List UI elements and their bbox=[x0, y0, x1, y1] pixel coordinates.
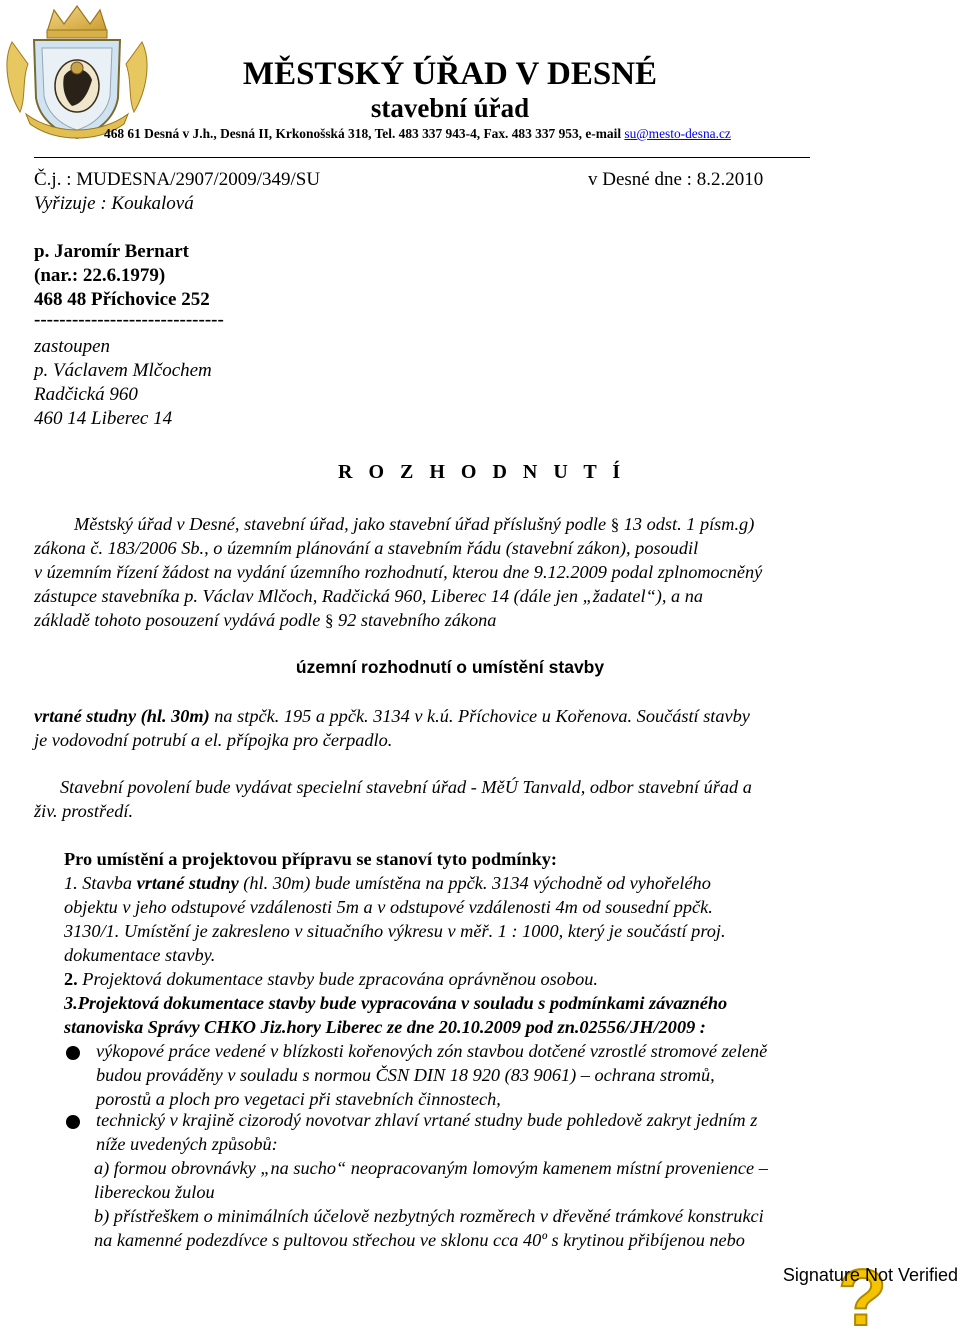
issue-date: v Desné dne : 8.2.2010 bbox=[588, 169, 764, 190]
condition-1-line-1 bbox=[64, 873, 711, 894]
section-sign: § bbox=[610, 515, 620, 534]
office-email-link[interactable]: su@mesto-desna.cz bbox=[624, 126, 731, 141]
bullet-1-line-2: budou prováděny v souladu s normou ČSN DIN 18 920 (83 9061) – ochrana stromů, bbox=[96, 1065, 715, 1085]
project-rest: na stpčk. 195 a ppčk. 3134 v k.ú. Příchovice u Kořenova. Součástí stavby bbox=[209, 706, 750, 726]
intro-line-3: v územním řízení žádost na vydání územního rozhodnutí, kterou dne 9.12.2009 podal zplnomocněný bbox=[34, 562, 763, 582]
permit-note-line-1: Stavební povolení bude vydávat specielní stavební úřad - MěÚ Tanvald, odbor stavební úřad a bbox=[60, 777, 752, 797]
decision-heading: R O Z H O D N U T Í bbox=[338, 461, 626, 483]
project-bold: vrtané studny (hl. 30m) bbox=[34, 706, 210, 726]
office-subtitle: stavební úřad bbox=[370, 93, 530, 123]
condition-1-bold: vrtané studny bbox=[136, 873, 239, 893]
signature-question-icon[interactable]: ? bbox=[838, 1253, 887, 1342]
intro-line-2: zákona č. 183/2006 Sb., o územním plánování a stavebním řádu (stavební zákon), posoudil bbox=[34, 538, 699, 558]
bullet-2-line-6: na kamenné podezdívce s pultovou střechou ve sklonu cca 40º s krytinou přibíjenou nebo bbox=[94, 1230, 745, 1250]
conditions-heading: Pro umístění a projektovou přípravu se stanoví tyto podmínky: bbox=[64, 849, 557, 869]
condition-2 bbox=[64, 969, 598, 990]
project-line-2: je vodovodní potrubí a el. přípojka pro čerpadlo. bbox=[34, 730, 393, 750]
condition-1-rest: (hl. 30m) bude umístěna na ppčk. 3134 východně od vyhořelého bbox=[238, 873, 711, 893]
addressee-name: p. Jaromír Bernart bbox=[34, 241, 189, 262]
intro-line-5-tail: 92 stavebního zákona bbox=[338, 610, 497, 630]
condition-2-text: Projektová dokumentace stavby bude zpracována oprávněnou osobou. bbox=[77, 969, 598, 989]
condition-1-prefix: 1. Stavba bbox=[64, 873, 137, 893]
office-contact-text: 468 61 Desná v J.h., Desná II, Krkonošská 318, Tel. 483 337 943-4, Fax. 483 337 953, e-mail bbox=[104, 126, 625, 141]
intro-line-5 bbox=[34, 610, 496, 631]
case-number: Č.j. : MUDESNA/2907/2009/349/SU bbox=[34, 169, 321, 190]
bullet-1-line-3: porostů a ploch pro vegetaci při stavebních činnostech, bbox=[96, 1089, 501, 1109]
representative-name: p. Václavem Mlčochem bbox=[34, 360, 212, 381]
intro-line-5-text: základě tohoto posouzení vydává podle bbox=[34, 610, 321, 630]
condition-1-line-3: 3130/1. Umístění je zakresleno v situačního výkresu v měř. 1 : 1000, který je součástí proj. bbox=[64, 921, 726, 941]
bullet-dot-1 bbox=[66, 1046, 80, 1060]
intro-line-1-tail: 13 odst. 1 písm.g) bbox=[623, 514, 755, 534]
bullet-2-line-5: b) přístřeškem o minimálních účelově nezbytných rozměrech v dřevěné trámkové konstrukci bbox=[94, 1206, 764, 1226]
addressee-birth: (nar.: 22.6.1979) bbox=[34, 265, 166, 286]
project-line-1 bbox=[34, 706, 750, 727]
decision-type: územní rozhodnutí o umístění stavby bbox=[295, 657, 605, 677]
office-contact bbox=[104, 126, 731, 142]
represented-label: zastoupen bbox=[34, 336, 110, 357]
signature-status[interactable]: Signature Not Verified bbox=[782, 1265, 958, 1285]
bullet-2-line-2: níže uvedených způsobů: bbox=[96, 1134, 278, 1154]
handler: Vyřizuje : Koukalová bbox=[34, 193, 194, 214]
bullet-2-line-1: technický v krajině cizorodý novotvar zhlaví vrtané studny bude pohledově zakryt jedním z bbox=[96, 1110, 758, 1130]
intro-line-1 bbox=[74, 514, 754, 535]
condition-2-number: 2. bbox=[64, 969, 78, 989]
bullet-2-line-3: a) formou obrovnávky „na sucho“ neopracovaným lomovým kamenem místní provenience – bbox=[94, 1158, 768, 1178]
bullet-1-line-1: výkopové práce vedené v blízkosti kořenových zón stavbou dotčené vzrostlé stromové zeleně bbox=[96, 1041, 768, 1061]
condition-3-line-2: stanoviska Správy CHKO Jiz.hory Liberec ze dne 20.10.2009 pod zn.02556/JH/2009 : bbox=[64, 1017, 706, 1037]
condition-3-line-1: 3.Projektová dokumentace stavby bude vypracována v souladu s podmínkami závazného bbox=[64, 993, 728, 1013]
bullet-2-line-4: libereckou žulou bbox=[94, 1182, 215, 1202]
addressee-address: 468 48 Příchovice 252 bbox=[34, 289, 210, 310]
representative-city: 460 14 Liberec 14 bbox=[34, 408, 173, 429]
condition-1-line-4: dokumentace stavby. bbox=[64, 945, 216, 965]
addressee-separator: ------------------------------ bbox=[34, 309, 224, 330]
header-divider bbox=[34, 157, 810, 158]
office-title: MĚSTSKÝ ÚŘAD V DESNÉ bbox=[242, 56, 658, 92]
representative-street: Radčická 960 bbox=[34, 384, 138, 405]
condition-1-line-2: objektu v jeho odstupové vzdálenosti 5m a v odstupové vzdálenosti 4m od sousední ppčk. bbox=[64, 897, 713, 917]
intro-line-1-text: Městský úřad v Desné, stavební úřad, jako stavební úřad příslušný podle bbox=[74, 514, 607, 534]
bullet-dot-2 bbox=[66, 1115, 80, 1129]
intro-line-4: zástupce stavebníka p. Václav Mlčoch, Radčická 960, Liberec 14 (dále jen „žadatel“), a na bbox=[34, 586, 703, 606]
section-sign-2: § bbox=[324, 611, 334, 630]
permit-note-line-2: živ. prostředí. bbox=[34, 801, 134, 821]
